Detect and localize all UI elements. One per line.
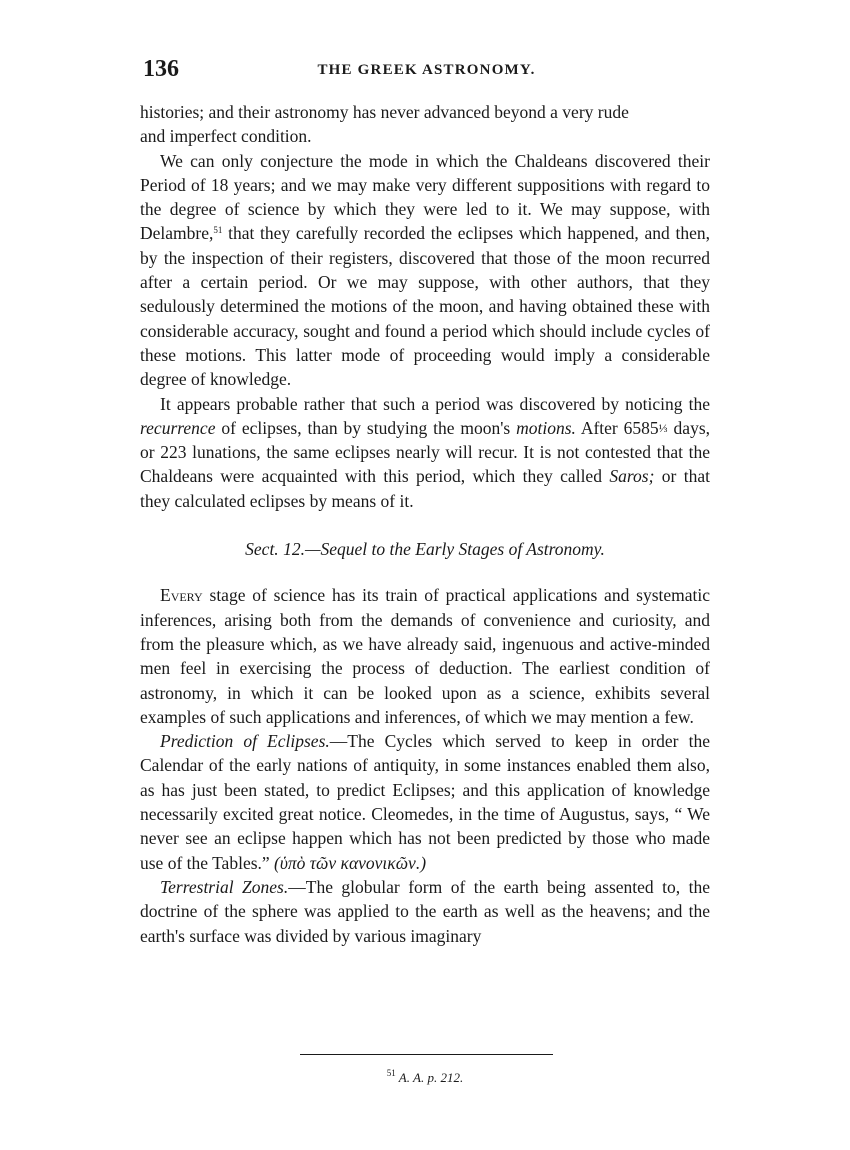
section-heading bbox=[140, 537, 710, 561]
emphasis: Saros; bbox=[609, 466, 655, 487]
section-label: Sect. bbox=[245, 539, 279, 560]
text-run: that they carefully recorded the eclipses which happened, and then, by the inspection of their registers, discovered that those of the moon recurred after a certain period. Or we may suppose, with other authors, that they sedulously determined the motions of the moon, and having obtained these with considerable accuracy, sought and found a period which should include cycles of these motions. This latter mode of proceeding would imply a considerable degree of knowledge. bbox=[140, 223, 710, 390]
footnote bbox=[0, 1070, 850, 1086]
paragraph-applications bbox=[140, 583, 710, 729]
footnote-text: A. A. p. 212. bbox=[395, 1070, 464, 1085]
body-text bbox=[140, 100, 710, 948]
paragraph-saros bbox=[140, 392, 710, 513]
greek-quote: (ὑπὸ τῶν κανονικῶν.) bbox=[274, 852, 427, 873]
running-title: THE GREEK ASTRONOMY. bbox=[317, 62, 536, 78]
paragraph-continuation bbox=[140, 100, 710, 149]
paragraph-line: histories; and their astronomy has never advanced beyond a very rude bbox=[140, 102, 629, 122]
text-run: stage of science has its train of practical applications and systematic inferences, arising both from the demands of convenience and curiosity, and from the pleasure which, as we have already said, ingenuous and active-minded men feel in exercising the process of deduction. The earliest condition of astronomy, in which it can be looked upon as a science, exhibits several examples of such applications and inferences, of which we may mention a few. bbox=[140, 585, 710, 727]
text-run: of eclipses, than by studying the moon's bbox=[215, 417, 517, 438]
text-run: —The globular form of the earth being assented to, the doctrine of the sphere was applied to the earth as well as the heavens; and the earth's surface was divided by various imaginary bbox=[140, 876, 710, 946]
page-header bbox=[143, 56, 710, 86]
page-number: 136 bbox=[143, 56, 179, 82]
paragraph-chaldean-period bbox=[140, 149, 710, 392]
text-run: —The Cycles which served to keep in order the Calendar of the early nations of antiquity, in some instances enabled them also, as has just been stated, to predict Eclipses; and this application of knowledge necessarily excited great notice. Cleomedes, in the time of Augustus, says, “ We never see an eclipse happen which has not been predicted by those who made use of the Tables.” bbox=[140, 731, 711, 873]
small-caps-opening: Every bbox=[160, 585, 203, 606]
paragraph-zones bbox=[140, 875, 710, 948]
text-run: or that they calculated eclipses by means of it. bbox=[140, 466, 711, 511]
fraction: ⅓ bbox=[658, 420, 668, 435]
emphasis: motions. bbox=[516, 417, 576, 438]
footnote-ref: 51 bbox=[213, 225, 223, 236]
footnote-rule bbox=[300, 1054, 553, 1055]
section-title: 12.—Sequel to the Early Stages of Astronomy. bbox=[278, 539, 605, 560]
paragraph-eclipses bbox=[140, 729, 710, 875]
paragraph-line: and imperfect condition. bbox=[140, 126, 312, 147]
text-run: It appears probable rather that such a period was discovered by noticing the bbox=[160, 393, 710, 414]
run-in-heading: Prediction of Eclipses. bbox=[160, 731, 330, 752]
emphasis: recurrence bbox=[140, 417, 216, 438]
footnote-marker: 51 bbox=[386, 1068, 396, 1078]
text-run: We can only conjecture the mode in which the Chaldeans discovered their Period of 18 years; and we may make very different suppositions with regard to the degree of science by which they were led to it. We may suppose, with Delambre, bbox=[140, 150, 710, 244]
run-in-heading: Terrestrial Zones. bbox=[160, 876, 289, 897]
text-run: days, or 223 lunations, the same eclipses nearly will recur. It is not contested that the Chaldeans were acquainted with this period, which they called bbox=[140, 417, 711, 487]
text-run: After 6585 bbox=[575, 417, 659, 438]
